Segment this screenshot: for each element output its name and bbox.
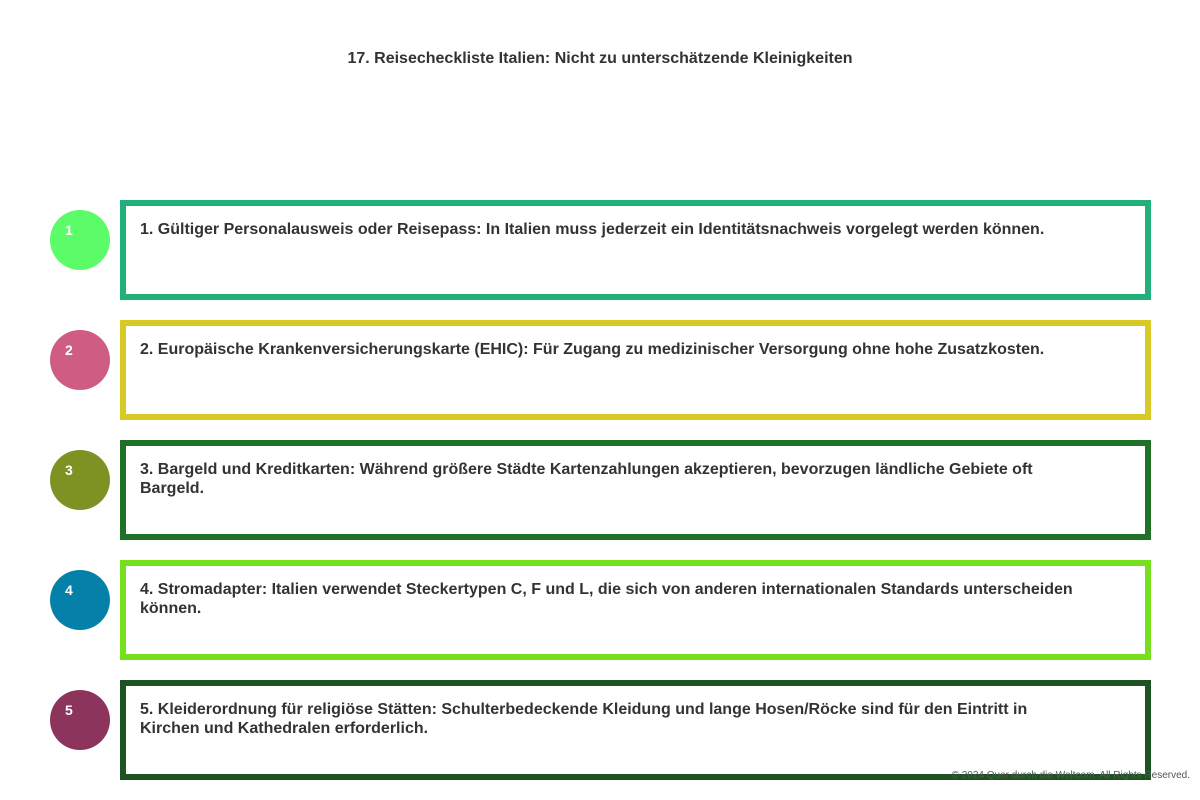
step-number: 1 [65, 222, 73, 238]
item-text: 4. Stromadapter: Italien verwendet Steckertypen C, F und L, die sich von anderen internationalen Standards unterscheiden können. [140, 581, 1073, 617]
step-circle-5 [50, 690, 110, 750]
step-number: 2 [65, 342, 73, 358]
checklist-item-2 [120, 320, 1151, 420]
item-text: 2. Europäische Krankenversicherungskarte (EHIC): Für Zugang zu medizinischer Versorgung ohne hohe Zusatzkosten. [140, 341, 1045, 358]
step-circle-4 [50, 570, 110, 630]
step-number: 3 [65, 462, 73, 478]
checklist-item-3 [120, 440, 1151, 540]
checklist-item-5 [120, 680, 1151, 780]
checklist-item-1 [120, 200, 1151, 300]
step-circle-1 [50, 210, 110, 270]
page-title: 17. Reisecheckliste Italien: Nicht zu unterschätzende Kleinigkeiten [347, 50, 853, 67]
step-circle-2 [50, 330, 110, 390]
step-number: 5 [65, 702, 73, 718]
step-circle-3 [50, 450, 110, 510]
item-text: 5. Kleiderordnung für religiöse Stätten: Schulterbedeckende Kleidung und lange Hosen/Röcke sind für den Eintritt in Kirchen und Kathedralen erforderlich. [140, 701, 1028, 737]
item-text: 1. Gültiger Personalausweis oder Reisepass: In Italien muss jederzeit ein Identitätsnachweis vorgelegt werden können. [140, 221, 1045, 238]
step-number: 4 [65, 582, 73, 598]
copyright-footer: © 2024 Quer durch die Weltcom. All Rights Reserved. [951, 770, 1190, 781]
checklist-item-4 [120, 560, 1151, 660]
item-text: 3. Bargeld und Kreditkarten: Während größere Städte Kartenzahlungen akzeptieren, bevorzugen ländliche Gebiete oft Bargeld. [140, 461, 1033, 497]
